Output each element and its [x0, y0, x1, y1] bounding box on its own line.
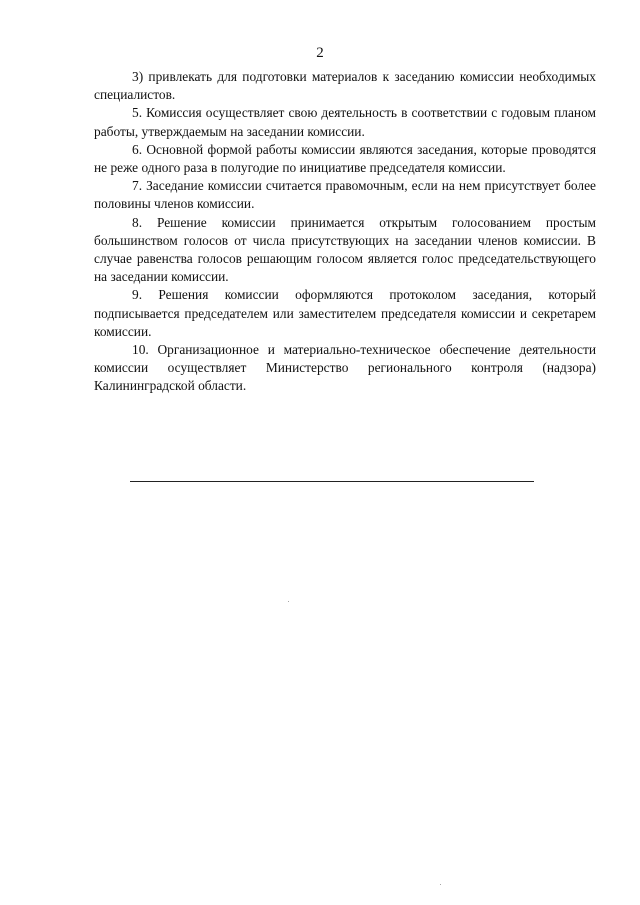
paragraph-item-6: 6. Основной формой работы комиссии являются заседания, которые проводятся не реже одного раза в полугодие по инициативе председателя комиссии. — [94, 141, 596, 176]
paragraph-item-8: 8. Решение комиссии принимается открытым голосованием простым большинством голосов от числа присутствующих на заседании членов комиссии. В случае равенства голосов решающим голосом является голос председательствующего на заседании комиссии. — [94, 214, 596, 285]
paragraph-item-7: 7. Заседание комиссии считается правомочным, если на нем присутствует более половины членов комиссии. — [94, 178, 596, 212]
paragraph-item-3: 3) привлекать для подготовки материалов к заседанию комиссии необходимых специалистов. — [94, 69, 596, 103]
paragraph-item-5: 5. Комиссия осуществляет свою деятельность в соответствии с годовым планом работы, утверждаемым на заседании комиссии. — [94, 105, 596, 139]
scan-speck — [288, 601, 289, 602]
scan-speck — [440, 884, 441, 885]
page-number: 2 — [316, 45, 324, 61]
paragraph-item-10: 10. Организационное и материально-техническое обеспечение деятельности комиссии осуществляет Министерство регионального контроля (надзора) Калининградской области. — [94, 342, 596, 394]
paragraph-item-9: 9. Решения комиссии оформляются протоколом заседания, который подписывается председателем или заместителем председателя комиссии и секретарем комиссии. — [94, 287, 596, 339]
document-body — [94, 68, 596, 396]
end-of-text-separator-line — [130, 481, 534, 482]
